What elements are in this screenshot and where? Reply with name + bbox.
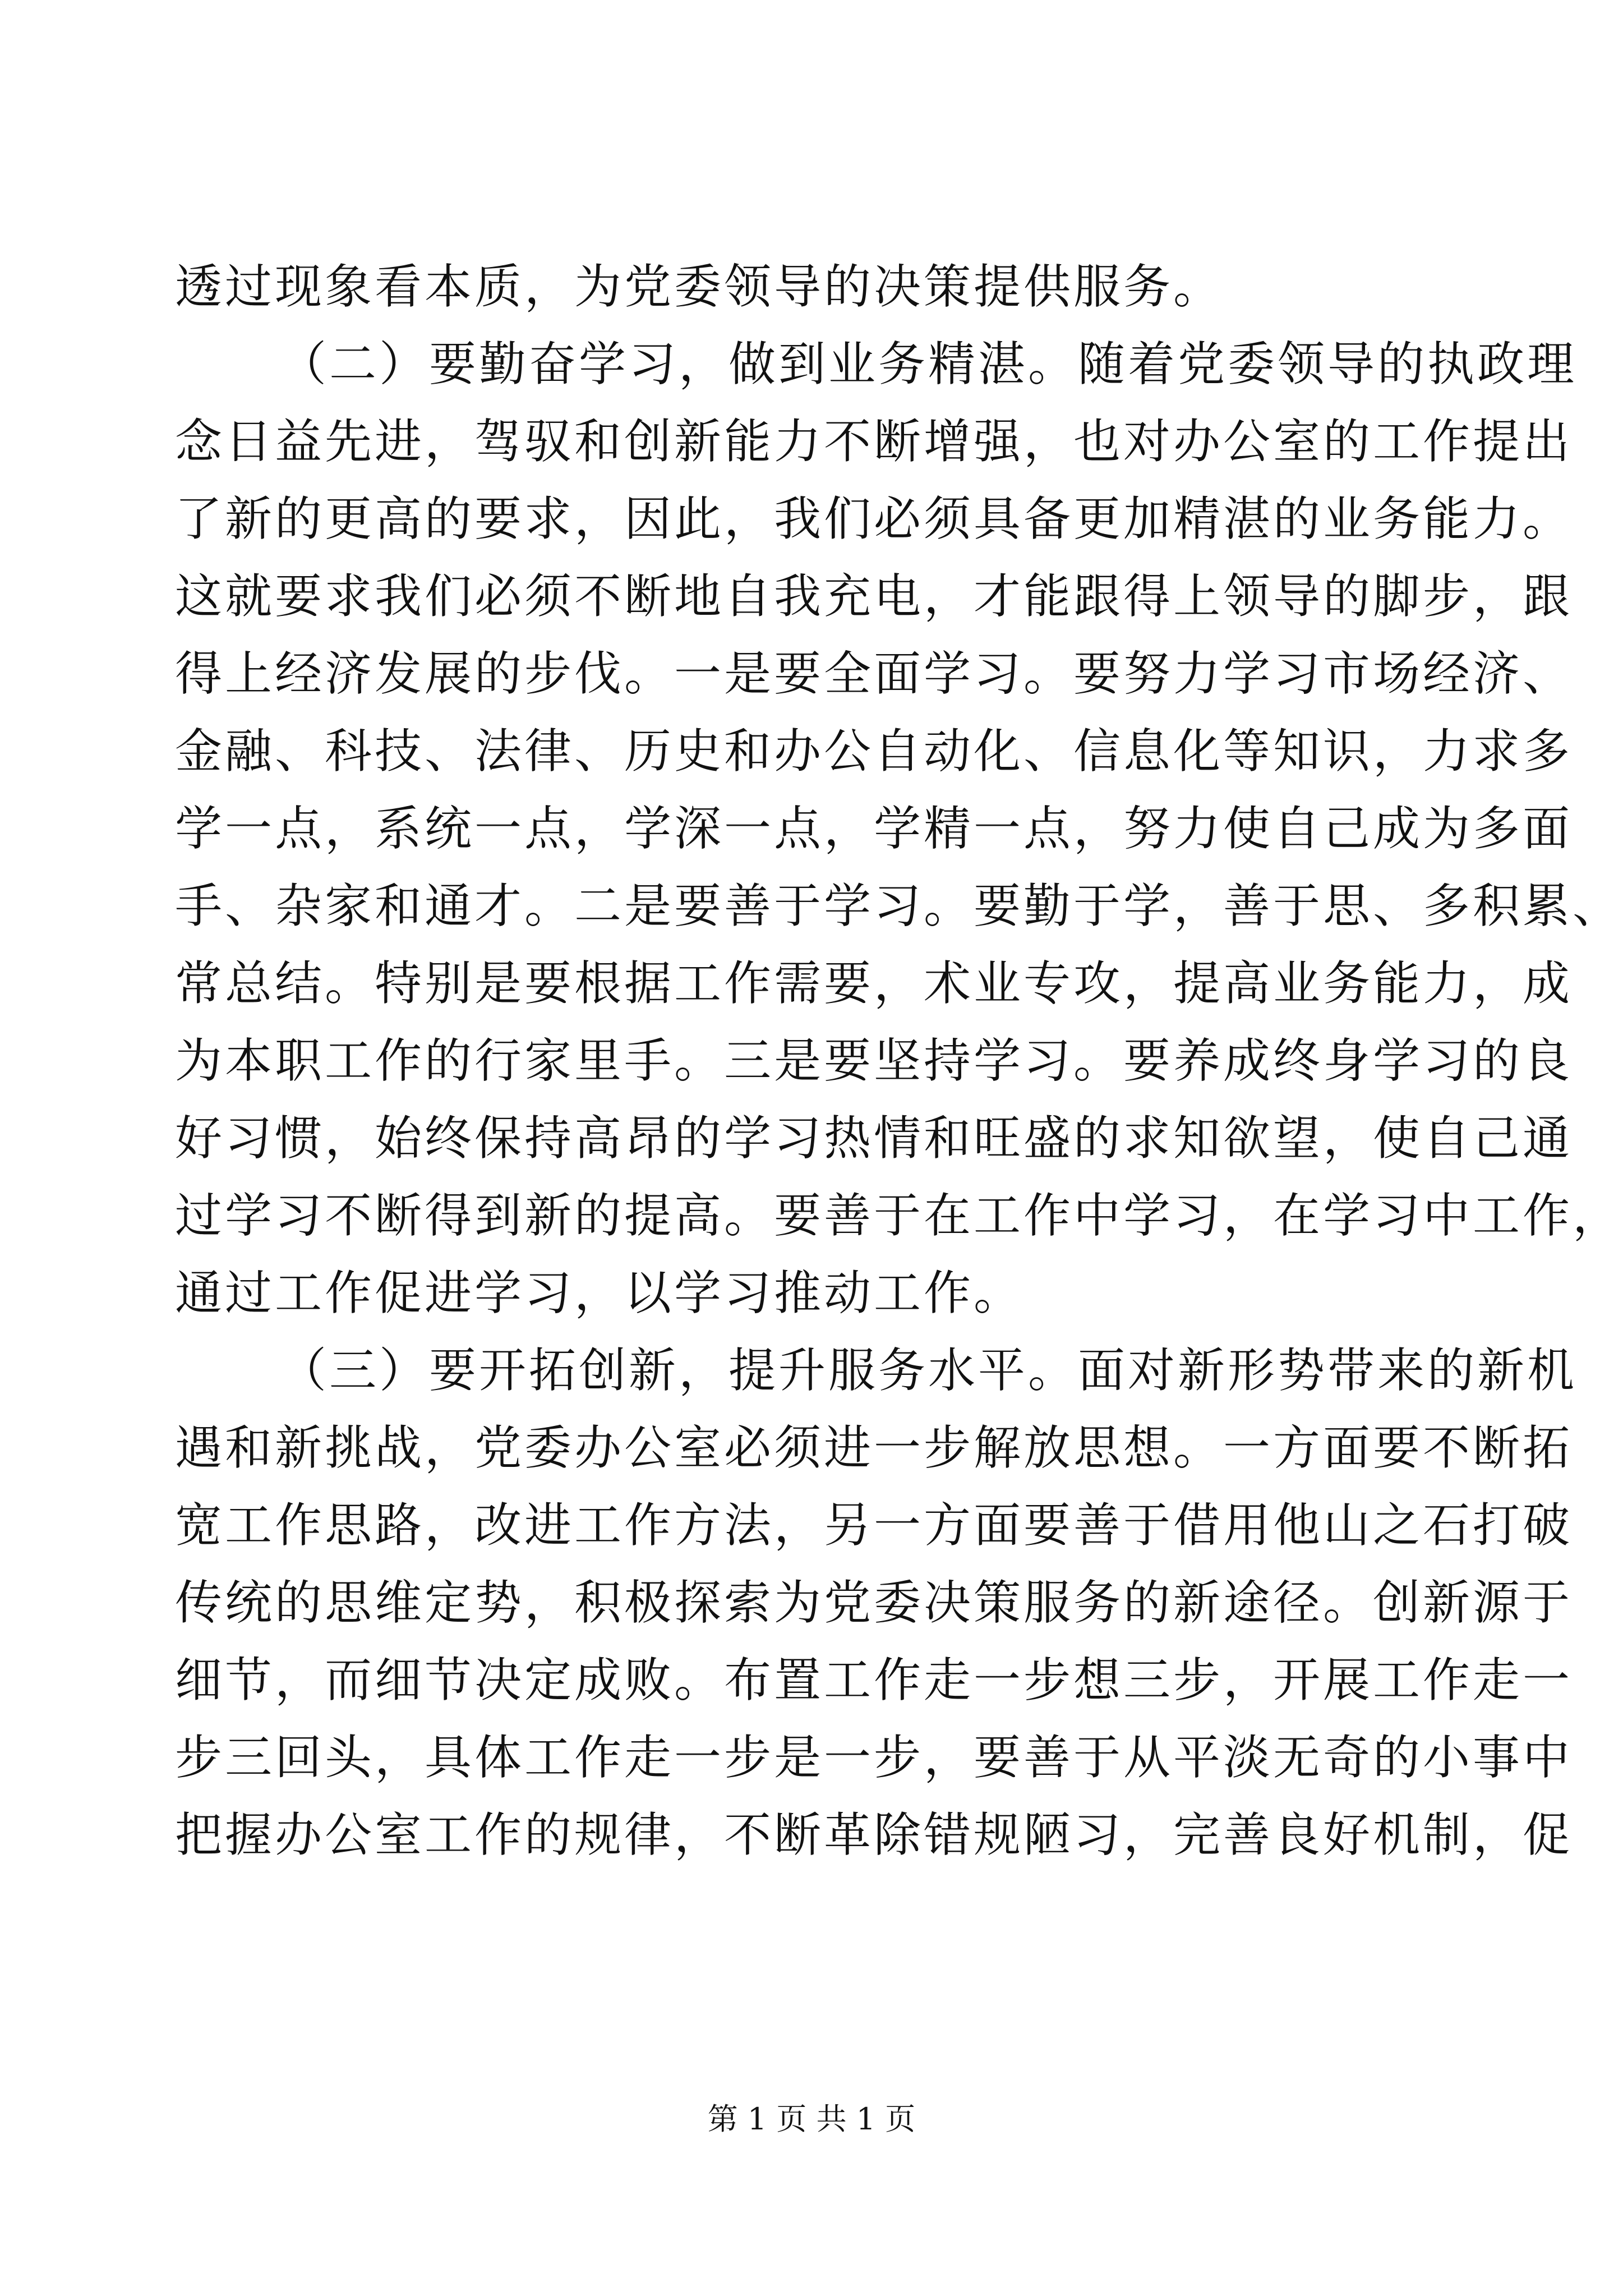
page-footer — [0, 2097, 1623, 2142]
text-line: 把握办公室工作的规律，不断革除错规陋习，完善良好机制，促 — [175, 1807, 1573, 1862]
text-line: 手、杂家和通才。二是要善于学习。要勤于学，善于思、多积累、 — [175, 878, 1623, 933]
text-line: 通过工作促进学习，以学习推动工作。 — [175, 1266, 1024, 1320]
text-line: 了新的更高的要求，因此，我们必须具备更加精湛的业务能力。 — [175, 491, 1573, 546]
text-line: 好习惯，始终保持高昂的学习热情和旺盛的求知欲望，使自己通 — [175, 1111, 1573, 1166]
text-line: 传统的思维定势，积极探索为党委决策服务的新途径。创新源于 — [175, 1575, 1573, 1630]
paragraph-heading-3: （三）要开拓创新，提升服务水平。面对新形势带来的新机 — [279, 1343, 1578, 1398]
paragraph-heading-2: （二）要勤奋学习，做到业务精湛。随着党委领导的执政理 — [279, 337, 1578, 392]
text-line: 学一点，系统一点，学深一点，学精一点，努力使自己成为多面 — [175, 801, 1573, 856]
text-line: 过学习不断得到新的提高。要善于在工作中学习，在学习中工作， — [175, 1188, 1623, 1243]
text-line: 这就要求我们必须不断地自我充电，才能跟得上领导的脚步，跟 — [175, 569, 1573, 624]
text-line: 得上经济发展的步伐。一是要全面学习。要努力学习市场经济、 — [175, 646, 1573, 701]
text-line: 细节，而细节决定成败。布置工作走一步想三步，开展工作走一 — [175, 1653, 1573, 1708]
text-line: 常总结。特别是要根据工作需要，术业专攻，提高业务能力，成 — [175, 956, 1573, 1011]
text-line: 宽工作思路，改进工作方法，另一方面要善于借用他山之石打破 — [175, 1498, 1573, 1553]
text-line: 为本职工作的行家里手。三是要坚持学习。要养成终身学习的良 — [175, 1033, 1573, 1088]
text-line: 遇和新挑战，党委办公室必须进一步解放思想。一方面要不断拓 — [175, 1420, 1573, 1475]
text-line: 金融、科技、法律、历史和办公自动化、信息化等知识，力求多 — [175, 724, 1573, 779]
body-text — [175, 248, 1623, 1874]
text-line: 念日益先进，驾驭和创新能力不断增强，也对办公室的工作提出 — [175, 414, 1573, 469]
page-number-label: 第 1 页 共 1 页 — [707, 2101, 916, 2137]
text-line: 步三回头，具体工作走一步是一步，要善于从平淡无奇的小事中 — [175, 1730, 1573, 1785]
text-line: 透过现象看本质，为党委领导的决策提供服务。 — [175, 259, 1224, 314]
